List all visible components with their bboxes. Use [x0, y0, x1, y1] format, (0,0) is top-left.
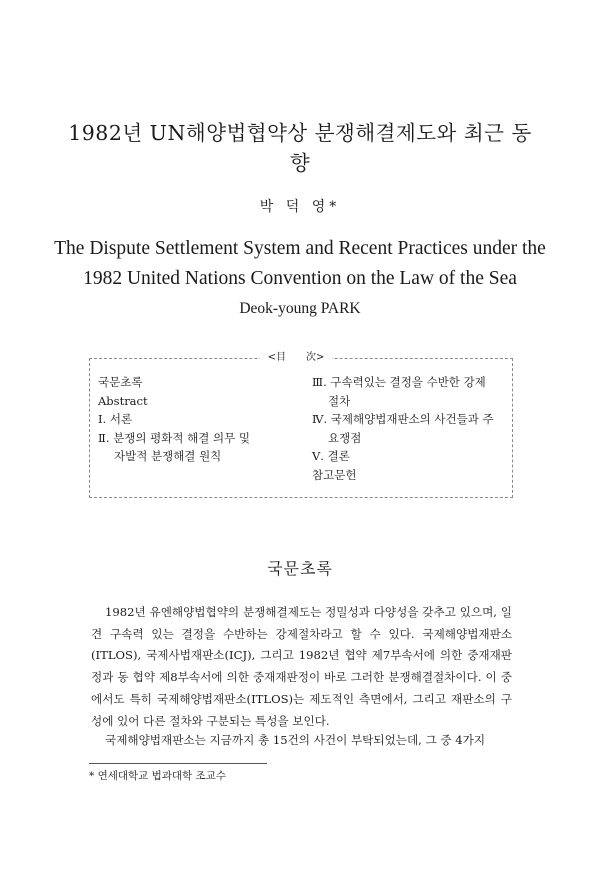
- toc-right-column: [312, 373, 512, 484]
- author-name-english: Deok-young PARK: [239, 300, 361, 317]
- toc-left-column: [98, 373, 298, 466]
- toc-item: Ⅳ. 국제해양법재판소의 사건들과 주: [312, 412, 494, 426]
- abstract-paragraph: 국제해양법재판소는 지금까지 총 15건의 사건이 부탁되었는데, 그 중 4가지: [105, 733, 486, 747]
- toc-item: Ⅴ. 결론: [312, 449, 350, 463]
- toc-item: 요쟁점: [328, 430, 362, 445]
- toc-item: 절차: [328, 393, 351, 408]
- paper-title-korean: 1982년 UN해양법협약상 분쟁해결제도와 최근 동향: [68, 121, 532, 175]
- toc-item: Abstract: [98, 393, 148, 408]
- toc-item: 참고문헌: [312, 467, 357, 482]
- toc-item: 국문초록: [98, 375, 143, 389]
- toc-title: <目 次>: [260, 351, 332, 365]
- paper-title-english: The Dispute Settlement System and Recent Practices under the 1982 United Nations Convention on the Law of the Sea: [54, 238, 546, 289]
- table-of-contents: [89, 352, 513, 498]
- author-name-korean: 박 덕 영*: [259, 199, 341, 215]
- toc-item: Ⅲ. 구속력있는 결정을 수반한 강제: [312, 375, 486, 389]
- section-heading: 국문초록: [267, 559, 333, 578]
- footnote: * 연세대학교 법과대학 조교수: [89, 770, 226, 782]
- toc-item: 자발적 분쟁해결 원칙: [114, 449, 222, 463]
- toc-item: Ⅱ. 분쟁의 평화적 해결 의무 및: [98, 430, 250, 445]
- toc-item: Ⅰ. 서론: [98, 412, 133, 426]
- footnote-divider: [89, 763, 267, 764]
- abstract-paragraph: 1982년 유엔해양법협약의 분쟁해결제도는 정밀성과 다양성을 갖추고 있으며, 일견 구속력 있는 결정을 수반하는 강제절차라고 할 수 있다. 국제해양법재판소(ITLOS), 국제사법재판소(ICJ), 그리고 1982년 협약 제7부속서에 의한 중재재판정과 동 협약 제8부속서에 의한 중재재판정이 바로 그러한 분쟁해결절차이다. 이 중에서도 특히 국제해양법재판소(ITLOS)는 제도적인 측면에서, 그리고 재판소의 구성에 있어 다른 절차와 구분되는 특성을 보인다.: [91, 605, 512, 728]
